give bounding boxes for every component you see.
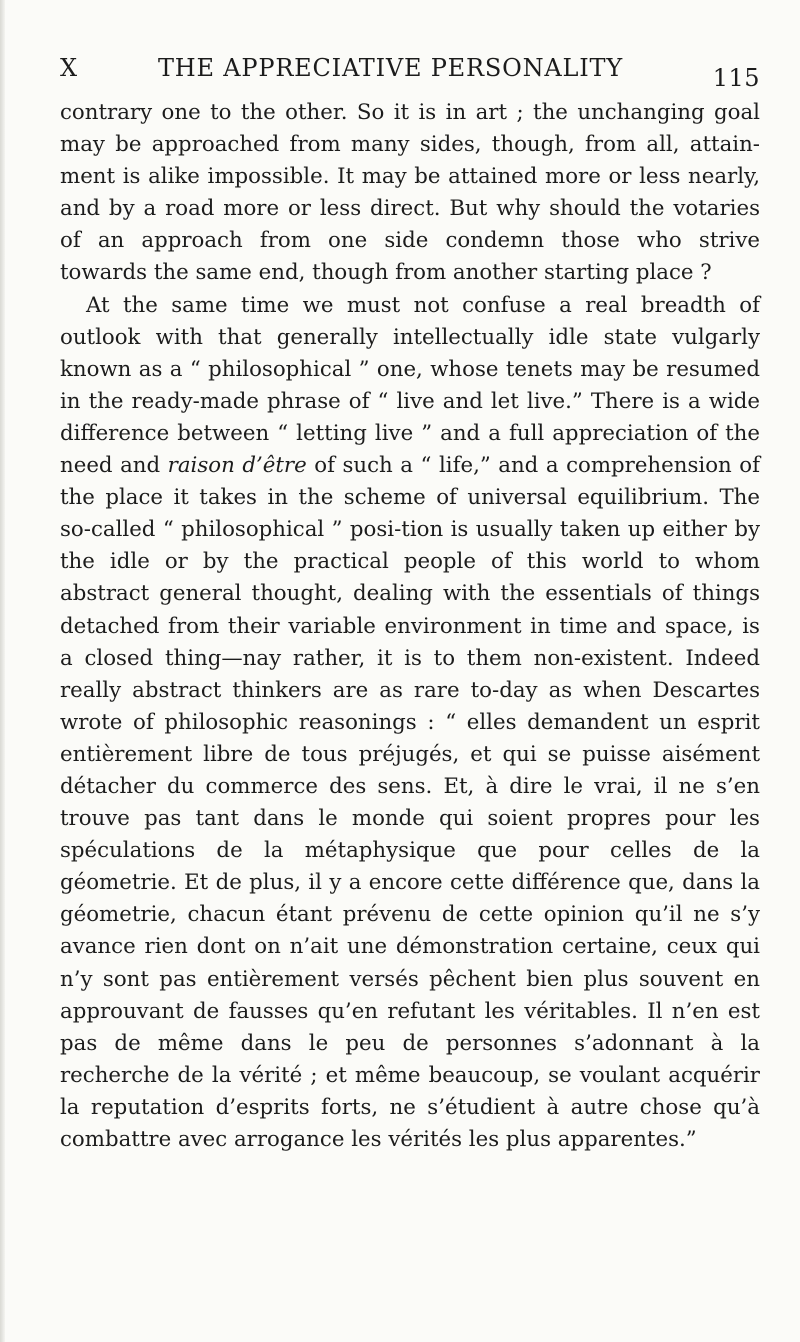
paragraph-main-text-end: of such a “ life,” and a comprehension of the place it takes in the scheme of universal equilibrium. The so-called “ philosophical ” posi-tion is usually taken up either by the idle or by the practical people of this world to whom abstract general thought, dealing with the essentials of things detached from their variable environment in time and space, is a closed thing—nay rather, it is to them non-existent. Indeed really abstract thinkers are as rare to-day as when Descartes wrote of philosophic reasonings : “ elles demandent un esprit entièrement libre de tous préjugés, et qui se puisse aisément détacher du commerce des sens. Et, à dire le vrai, il ne s’en trouve pas tant dans le monde qui soient propres pour les spéculations de la métaphysique que pour celles de la géometrie. Et de plus, il y a encore cette différence que, dans la géometrie, chacun étant prévenu de cette opinion qu’il ne s’y avance rien dont on n’ait une démonstration certaine, ceux qui n’y sont pas entièrement versés pêchent bien plus souvent en approuvant de fausses qu’en refutant les véritables. Il n’en est pas de même dans le peu de personnes s’adonnant à la recherche de la vérité ; et même beaucoup, se voulant acquérir la reputation d’esprits forts, ne s’étudient à autre chose qu’à combattre avec arrogance les vérités les plus apparentes.”: [60, 453, 760, 1152]
italic-phrase: raison d’être: [167, 453, 307, 479]
chapter-number: X: [60, 54, 78, 82]
paragraph-main: [60, 290, 760, 1157]
paragraph-continuation: contrary one to the other. So it is in art ; the unchanging goal may be approached from many sides, though, from all, attain-ment is alike impossible. It may be attained more or less nearly, and by a road more or less direct. But why should the votaries of an approach from one side condemn those who strive towards the same end, though from another starting place ?: [60, 100, 760, 286]
running-head: [60, 50, 760, 90]
book-page: [60, 50, 760, 1156]
body-text: [60, 97, 760, 1156]
chapter-title: THE APPRECIATIVE PERSONALITY: [158, 54, 623, 82]
page-binding-edge: [0, 0, 5, 1342]
paragraph-main-text-start: At the same time we must not confuse a real breadth of outlook with that generally intellectually idle state vulgarly known as a “ philosophical ” one, whose tenets may be resumed in the ready-made phrase of “ live and let live.” There is a wide difference between “ letting live ” and a full appreciation of the need and: [60, 292, 760, 479]
page-number: 115: [712, 64, 760, 92]
